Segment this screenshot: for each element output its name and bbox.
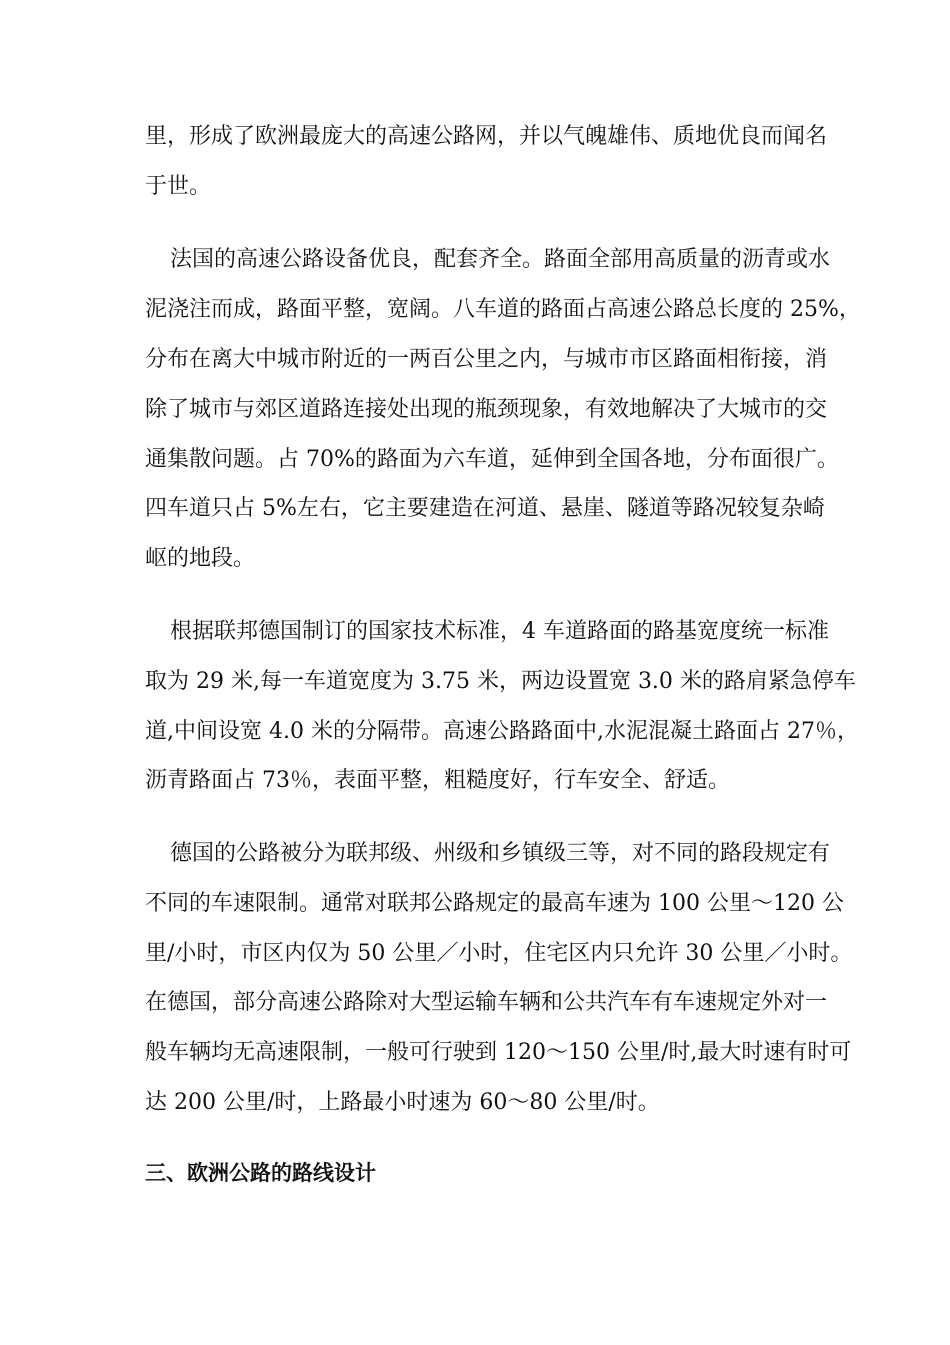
paragraph-2-line-4: 除了城市与郊区道路连接处出现的瓶颈现象，有效地解决了大城市的交 [145,397,828,422]
paragraph-4-line-2: 不同的车速限制。通常对联邦公路规定的最高车速为 100 公里～120 公 [145,891,844,916]
paragraph-4-line-5: 般车辆均无高速限制，一般可行驶到 120～150 公里/时,最大时速有时可 [145,1040,852,1065]
paragraph-1-line-2: 于世。 [145,174,212,199]
paragraph-2-line-1: 法国的高速公路设备优良，配套齐全。路面全部用高质量的沥青或水 [170,247,831,272]
paragraph-1-line-1: 里，形成了欧洲最庞大的高速公路网，并以气魄雄伟、质地优良而闻名 [145,124,828,149]
paragraph-2-line-7: 岖的地段。 [145,546,256,571]
paragraph-2-line-2: 泥浇注而成，路面平整，宽阔。八车道的路面占高速公路总长度的 25%， [145,297,861,322]
paragraph-3-line-1: 根据联邦德国制订的国家技术标准，4 车道路面的路基宽度统一标准 [170,619,829,644]
paragraph-4-line-1: 德国的公路被分为联邦级、州级和乡镇级三等，对不同的路段规定有 [170,841,831,866]
paragraph-4-line-4: 在德国，部分高速公路除对大型运输车辆和公共汽车有车速规定外对一 [145,990,828,1015]
paragraph-4-line-6: 达 200 公里/时，上路最小时速为 60～80 公里/时。 [145,1090,660,1115]
paragraph-2-line-6: 四车道只占 5%左右，它主要建造在河道、悬崖、隧道等路况较复杂崎 [145,496,825,521]
paragraph-3-line-3: 道,中间设宽 4.0 米的分隔带。高速公路路面中,水泥混凝土路面占 27％， [145,719,859,744]
paragraph-3-line-4: 沥青路面占 73％，表面平整，粗糙度好，行车安全、舒适。 [145,768,730,793]
paragraph-3-line-2: 取为 29 米,每一车道宽度为 3.75 米，两边设置宽 3.0 米的路肩紧急停车 [145,669,856,694]
paragraph-4-line-3: 里/小时，市区内仅为 50 公里／小时，住宅区内只允许 30 公里／小时。 [145,941,853,966]
paragraph-2-line-5: 通集散问题。占 70%的路面为六车道，延伸到全国各地，分布面很广。 [145,447,839,472]
section-heading: 三、欧洲公路的路线设计 [145,1161,376,1185]
paragraph-2-line-3: 分布在离大中城市附近的一两百公里之内，与城市市区路面相衔接，消 [145,347,828,372]
